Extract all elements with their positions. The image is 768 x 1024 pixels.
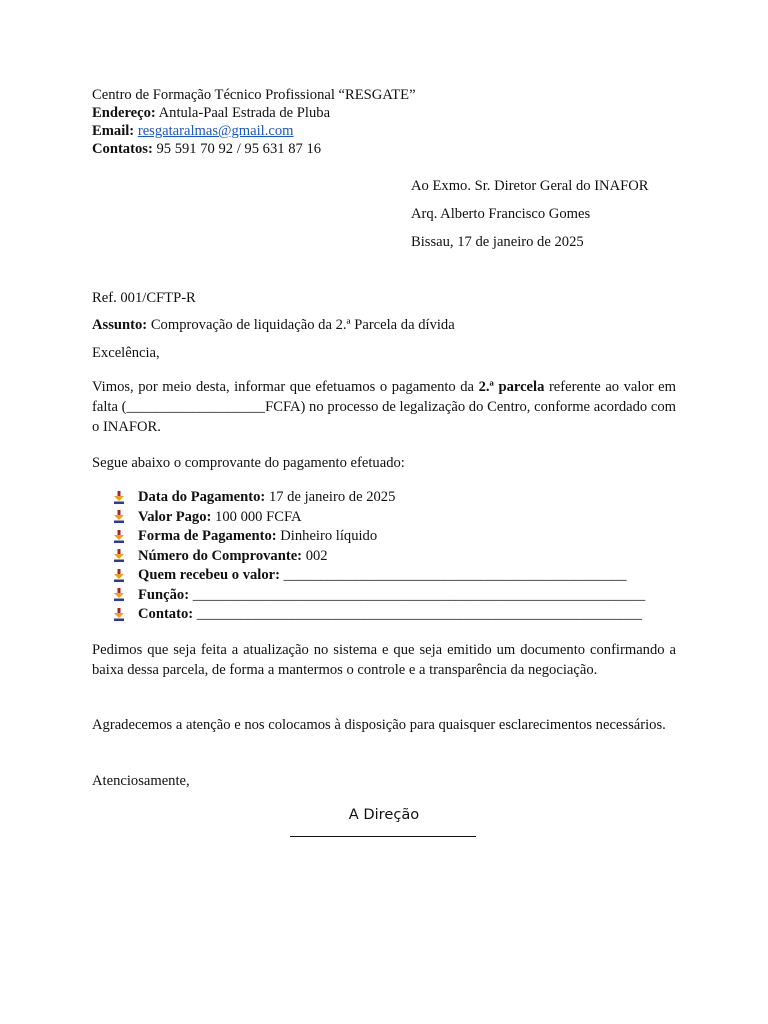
payment-item-value: _____________________________________________________________ bbox=[196, 606, 642, 622]
reference: Ref. 001/CFTP-R bbox=[92, 290, 196, 306]
subject-label: Assunto: bbox=[92, 317, 148, 333]
payment-item bbox=[112, 488, 645, 508]
closing: Atenciosamente, bbox=[92, 773, 190, 789]
org-name: Centro de Formação Técnico Profissional “RESGATE” bbox=[92, 87, 416, 103]
arrow-down-to-bar-icon bbox=[112, 549, 126, 563]
payment-item-value: 100 000 FCFA bbox=[215, 508, 302, 525]
contacts-value: 95 591 70 92 / 95 631 87 16 bbox=[156, 141, 322, 157]
subject-text: Comprovação de liquidação da 2.ª Parcela da dívida bbox=[150, 317, 455, 333]
payment-item-value: ______________________________________________________________ bbox=[192, 586, 646, 603]
paragraph-intro-end: referente ao valor em falta (___________________FCFA) no processo de legalização do Centro, conforme acordado com o INAFOR. bbox=[92, 379, 676, 435]
arrow-down-to-bar-icon bbox=[112, 588, 126, 602]
paragraph-intro-bold: 2.ª parcela bbox=[478, 379, 545, 395]
payment-item-label: Valor Pago: bbox=[138, 508, 212, 525]
payment-details-list bbox=[112, 488, 645, 625]
arrow-down-to-bar-icon bbox=[112, 510, 126, 524]
salutation: Excelência, bbox=[92, 345, 160, 361]
payment-item bbox=[112, 527, 645, 547]
payment-item-label: Quem recebeu o valor: bbox=[138, 567, 280, 583]
paragraph-intro bbox=[92, 377, 676, 437]
arrow-down-to-bar-icon bbox=[112, 569, 126, 583]
payment-item bbox=[112, 586, 645, 606]
signature-line bbox=[290, 836, 476, 837]
paragraph-intro-start: Vimos, por meio desta, informar que efetuamos o pagamento da bbox=[92, 379, 475, 395]
payment-item bbox=[112, 566, 645, 586]
date-line: Bissau, 17 de janeiro de 2025 bbox=[411, 234, 584, 250]
payment-item-value: _______________________________________________ bbox=[283, 567, 627, 583]
subject-line bbox=[92, 316, 455, 334]
email-label: Email: bbox=[92, 123, 135, 139]
payment-item-label: Função: bbox=[138, 586, 190, 603]
payment-item-label: Data do Pagamento: bbox=[138, 489, 266, 505]
paragraph-thanks: Agradecemos a atenção e nos colocamos à disposição para quaisquer esclarecimentos necessários. bbox=[92, 717, 666, 733]
address-label: Endereço: bbox=[92, 105, 156, 121]
payment-item-label: Forma de Pagamento: bbox=[138, 528, 277, 544]
payment-item-label: Número do Comprovante: bbox=[138, 547, 303, 564]
payment-item-value: Dinheiro líquido bbox=[280, 528, 378, 544]
recipient-title: Ao Exmo. Sr. Diretor Geral do INAFOR bbox=[411, 178, 649, 194]
payment-item bbox=[112, 605, 645, 625]
payment-item bbox=[112, 547, 645, 567]
contacts-label: Contatos: bbox=[92, 141, 153, 157]
payment-item-label: Contato: bbox=[138, 606, 194, 622]
email-line bbox=[92, 122, 294, 140]
email-link[interactable]: resgataralmas@gmail.com bbox=[137, 123, 294, 139]
address-value: Antula-Paal Estrada de Pluba bbox=[158, 105, 331, 121]
paragraph-receipt-intro: Segue abaixo o comprovante do pagamento efetuado: bbox=[92, 455, 405, 471]
contacts-line bbox=[92, 140, 321, 158]
signature-name: A Direção bbox=[348, 806, 420, 823]
paragraph-request: Pedimos que seja feita a atualização no sistema e que seja emitido um documento confirmando a baixa dessa parcela, de forma a mantermos o controle e a transparência da negociação. bbox=[92, 642, 676, 678]
recipient-name: Arq. Alberto Francisco Gomes bbox=[411, 206, 591, 222]
arrow-down-to-bar-icon bbox=[112, 530, 126, 544]
arrow-down-to-bar-icon bbox=[112, 491, 126, 505]
payment-item-value: 002 bbox=[305, 547, 328, 564]
payment-item bbox=[112, 508, 645, 528]
arrow-down-to-bar-icon bbox=[112, 608, 126, 622]
address-line bbox=[92, 104, 330, 122]
payment-item-value: 17 de janeiro de 2025 bbox=[268, 489, 396, 505]
